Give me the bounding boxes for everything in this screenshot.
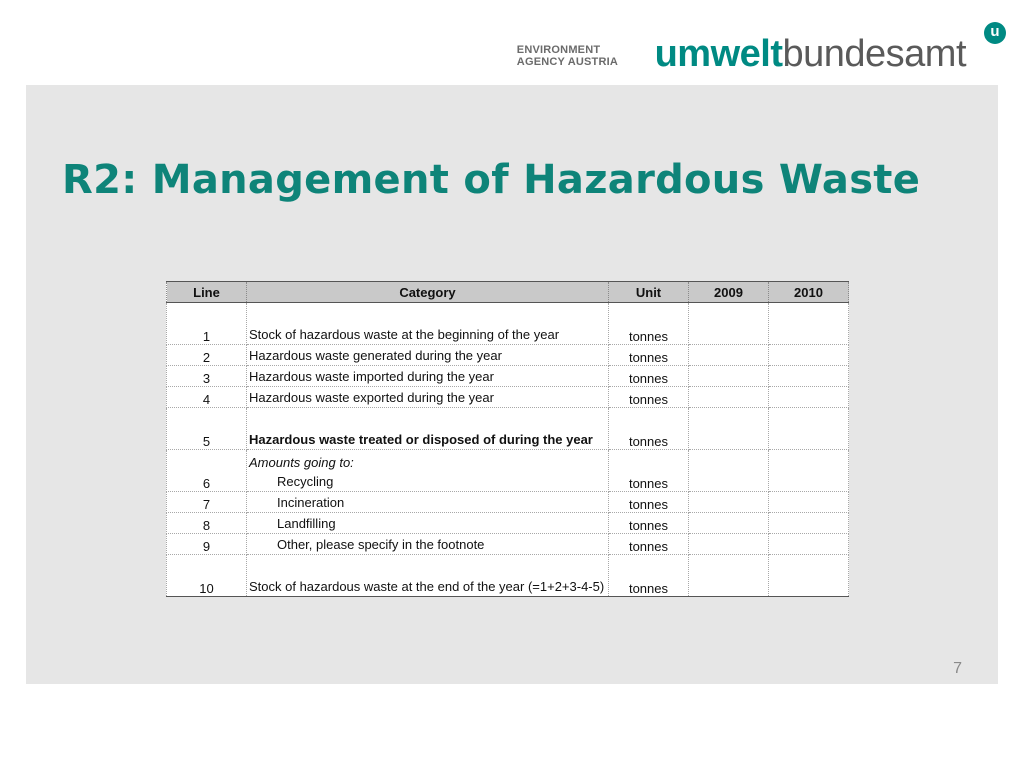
row-line: 4: [167, 387, 247, 408]
cell-2010: [769, 345, 849, 366]
row-category: Hazardous waste generated during the year: [247, 345, 609, 366]
table-header-row: [167, 282, 849, 303]
row-line: 10: [167, 555, 247, 597]
row-unit: tonnes: [609, 513, 689, 534]
logo-badge-icon: u: [984, 22, 1006, 44]
row-category: [247, 534, 609, 555]
agency-name: [517, 44, 618, 68]
row-line: 8: [167, 513, 247, 534]
cell-2010: [769, 513, 849, 534]
row-line: 7: [167, 492, 247, 513]
cell-2009: [689, 387, 769, 408]
header-unit: Unit: [609, 282, 689, 303]
header-category: Category: [247, 282, 609, 303]
table-row: [167, 513, 849, 534]
logo-word-bold: umwelt: [654, 33, 783, 75]
slide-panel: [26, 85, 998, 684]
table-row: [167, 366, 849, 387]
slide-title: R2: Management of Hazardous Waste: [62, 157, 921, 203]
logo-wordmark: [655, 34, 966, 74]
logo-word-thin: bundesamt: [782, 33, 966, 75]
row-category: Hazardous waste exported during the year: [247, 387, 609, 408]
table-row: [167, 387, 849, 408]
row-category: Stock of hazardous waste at the beginning of the year: [247, 303, 609, 345]
cell-2010: [769, 555, 849, 597]
agency-line-1: ENVIRONMENT: [516, 44, 601, 56]
row-unit: tonnes: [609, 345, 689, 366]
row-category: [247, 513, 609, 534]
category-label: Other, please specify in the footnote: [277, 537, 485, 552]
row-unit: tonnes: [609, 366, 689, 387]
cell-2009: [689, 492, 769, 513]
table-row: [167, 345, 849, 366]
row-unit: tonnes: [609, 492, 689, 513]
cell-2009: [689, 408, 769, 450]
umweltbundesamt-logo: [486, 22, 1006, 75]
row-line: 1: [167, 303, 247, 345]
row-category: [247, 492, 609, 513]
row-unit: tonnes: [609, 555, 689, 597]
hazardous-waste-table: [166, 281, 849, 597]
agency-line-2: AGENCY AUSTRIA: [516, 56, 618, 68]
table-row: [167, 450, 849, 492]
category-label: Incineration: [277, 495, 345, 510]
table-row: [167, 303, 849, 345]
row-unit: tonnes: [609, 303, 689, 345]
table-row: [167, 534, 849, 555]
header-line: Line: [167, 282, 247, 303]
row-line: 2: [167, 345, 247, 366]
row-line: 5: [167, 408, 247, 450]
cell-2010: [769, 366, 849, 387]
cell-2010: [769, 534, 849, 555]
row-category: Hazardous waste imported during the year: [247, 366, 609, 387]
category-label: Recycling: [277, 474, 334, 489]
row-unit: tonnes: [609, 387, 689, 408]
header-2009: 2009: [689, 282, 769, 303]
row-unit: tonnes: [609, 450, 689, 492]
table-row: [167, 492, 849, 513]
cell-2009: [689, 366, 769, 387]
category-note: Amounts going to:: [249, 455, 354, 470]
row-unit: tonnes: [609, 408, 689, 450]
cell-2010: [769, 450, 849, 492]
category-label: Landfilling: [277, 516, 336, 531]
row-unit: tonnes: [609, 534, 689, 555]
header-2010: 2010: [769, 282, 849, 303]
table-row: [167, 555, 849, 597]
cell-2010: [769, 492, 849, 513]
row-category: [247, 450, 609, 492]
cell-2009: [689, 450, 769, 492]
cell-2009: [689, 534, 769, 555]
cell-2009: [689, 513, 769, 534]
cell-2010: [769, 303, 849, 345]
row-line: 6: [167, 450, 247, 492]
cell-2010: [769, 387, 849, 408]
cell-2010: [769, 408, 849, 450]
page-number: 7: [953, 660, 962, 677]
cell-2009: [689, 555, 769, 597]
row-category: Stock of hazardous waste at the end of the year (=1+2+3-4-5): [247, 555, 609, 597]
row-line: 9: [167, 534, 247, 555]
row-line: 3: [167, 366, 247, 387]
cell-2009: [689, 345, 769, 366]
table-row: [167, 408, 849, 450]
cell-2009: [689, 303, 769, 345]
row-category: Hazardous waste treated or disposed of during the year: [247, 408, 609, 450]
